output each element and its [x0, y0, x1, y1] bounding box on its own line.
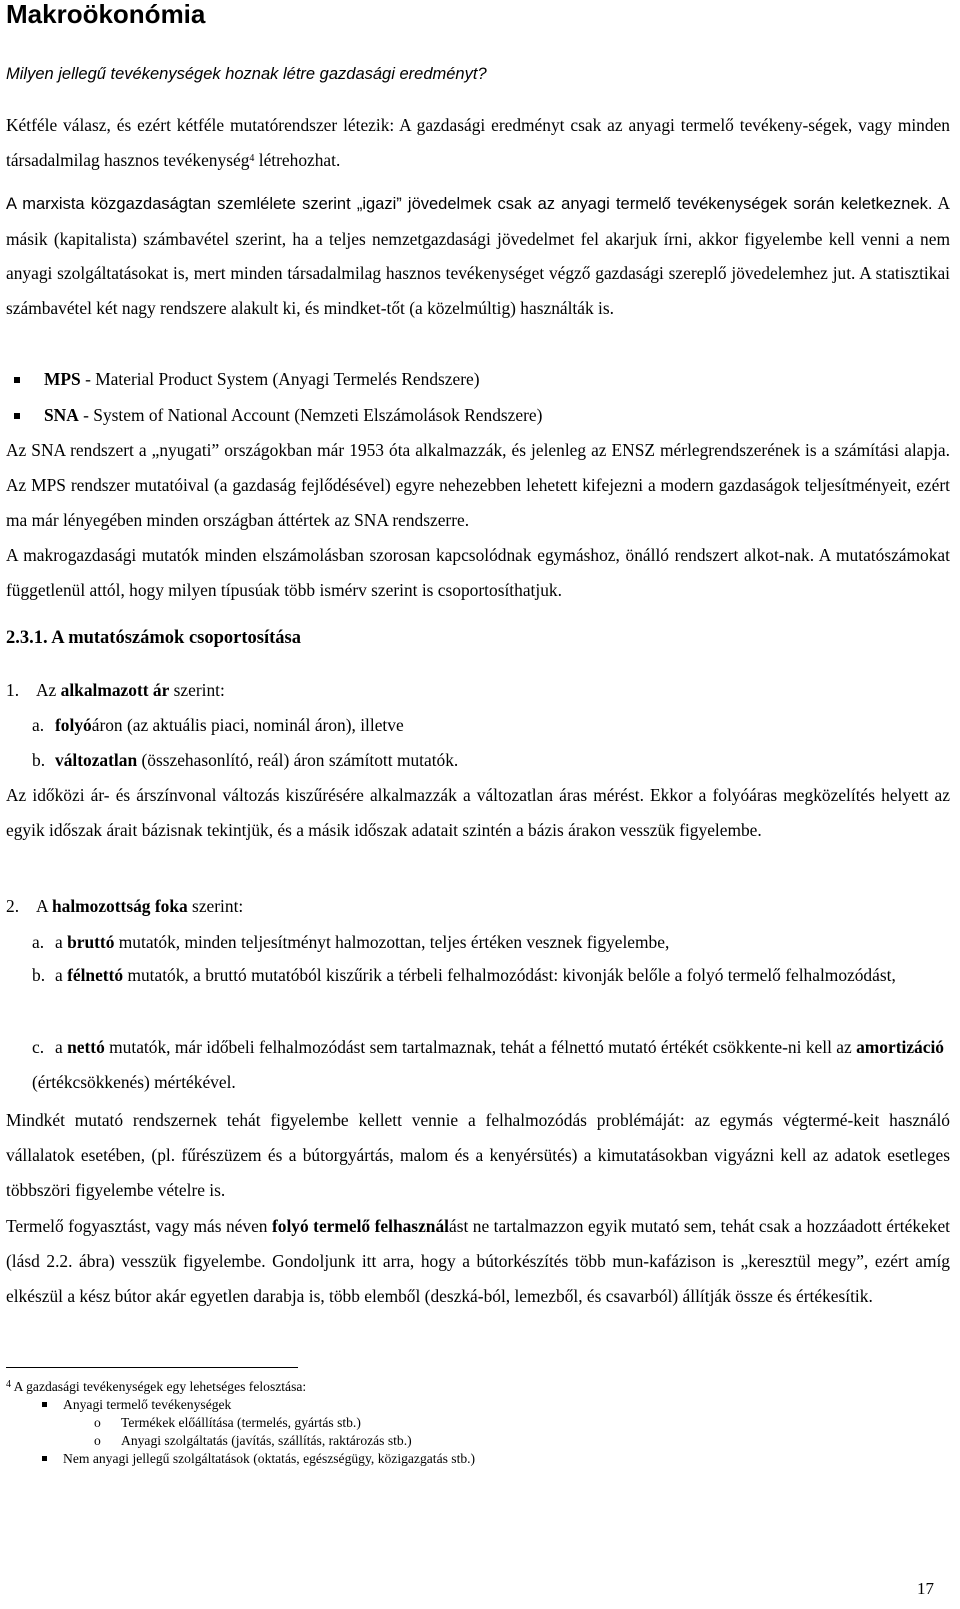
footnote-divider	[6, 1367, 298, 1368]
list-item-2b: b. a félnettó mutatók, a bruttó mutatóból kiszűrik a térbeli felhalmozódást: kivonják belőle a folyó termelő felhalmozódást,	[32, 965, 896, 985]
section-heading: 2.3.1. A mutatószámok csoportosítása	[6, 628, 301, 648]
paragraph-7: Termelő fogyasztást, vagy más néven folyó termelő felhasználást ne tartalmazzon egyik mutató sem, tehát csak a hozzáadott értékeket (lásd 2.2. ábra) vesszük figyelembe. Gondoljunk itt arra, hogy a bútorkészítés több mun-kafázison is „keresztül megy”, ezért amíg elkészül a kész bútor akár egyetlen darabja is, több elemből (deszká-ból, lemezből, és csavarból) állítják össze és értékesítik.	[6, 1216, 951, 1306]
paragraph-6: Mindkét mutató rendszernek tehát figyelembe kellett vennie a felhalmozódás problémáját: az egymás végtermé-keit használó vállalatok esetében, (pl. fűrészüzem és a bútorgyártás, malom és a kenyérsütés) a kimutatásokban vigyázni kell az adatok esetleges többszöri figyelembe vételre is.	[6, 1110, 950, 1200]
list-item-1: 1. Az alkalmazott ár szerint:	[6, 680, 225, 700]
footnote-item-1: Anyagi termelő tevékenységek	[6, 1396, 231, 1414]
bullet-icon	[14, 413, 20, 419]
paragraph-1: Kétféle válasz, és ezért kétféle mutatórendszer létezik: A gazdasági eredményt csak az anyagi termelő tevékeny-ségek, vagy minden társadalmilag hasznos tevékenység$^4$ létrehozhat.	[6, 115, 950, 170]
list-item-2: 2. A halmozottság foka szerint:	[6, 896, 244, 916]
question-line: Milyen jellegű tevékenységek hoznak létre gazdasági eredményt?	[6, 65, 487, 83]
bullet-icon	[42, 1402, 47, 1407]
list-item-1b: b. változatlan (összehasonlító, reál) áron számított mutatók.	[32, 750, 459, 770]
footnote-item-1b: o Anyagi szolgáltatás (javítás, szállítás, raktározás stb.)	[94, 1433, 412, 1448]
paragraph-3: Az SNA rendszert a „nyugati” országokban már 1953 óta alkalmazzák, és jelenleg az ENSZ mérlegrendszerének is a számítási alapja. Az MPS rendszer mutatóival (a gazdaság fejlődésével) egyre nehezebben lehetett kifejezni a modern gazdaságok teljesítményeit, ezért ma már lényegében minden országban áttértek az SNA rendszerre.	[6, 440, 950, 530]
page-number: 17	[917, 1579, 934, 1598]
paragraph-2: A marxista közgazdaságtan szemlélete szerint „igazi” jövedelmek csak az anyagi termelő tevékenységek során keletkeznek. A másik (kapitalista) számbavétel szerint, ha a teljes nemzetgazdasági jövedelmet fel akarjuk írni, akkor figyelembe kell venni a nem anyagi szolgáltatásokat is, mert minden társadalmilag hasznos tevékenységet végző gazdasági szereplő jövedelemhez jut. A statisztikai számbavétel két nagy rendszere alakult ki, és mindket-tőt (a közelmúltig) használták is.	[6, 193, 950, 318]
bullet-icon	[42, 1456, 47, 1461]
bullet-icon	[14, 377, 20, 383]
list-item-1a: a. folyóáron (az aktuális piaci, nominál áron), illetve	[32, 715, 404, 735]
paragraph-5: Az időközi ár- és árszínvonal változás kiszűrésére alkalmazzák a változatlan áras mérést. Ekkor a folyóáras megközelítés helyett az egyik időszak árait bázisnak tekintjük, és a másik időszak adatait szintén a bázis árakon vesszük figyelembe.	[6, 785, 950, 840]
list-item-mps: MPS - Material Product System (Anyagi Termelés Rendszere)	[6, 369, 480, 390]
footnote-item-2: Nem anyagi jellegű szolgáltatások (oktatás, egészségügy, közigazgatás stb.)	[6, 1450, 475, 1468]
list-item-2a: a. a bruttó mutatók, minden teljesítményt halmozottan, teljes értéken vesznek figyelembe,	[32, 932, 670, 952]
list-item-2c: c. a nettó mutatók, már időbeli felhalmozódást sem tartalmaznak, tehát a félnettó mutató értékét csökkente-ni kell az amortizáció (értékcsökkenés) mértékével.	[32, 1037, 944, 1092]
footnote-ref[interactable]: 4	[249, 153, 255, 164]
paragraph-4: A makrogazdasági mutatók minden elszámolásban szorosan kapcsolódnak egymáshoz, önálló rendszert alkot-nak. A mutatószámokat függetlenül attól, hogy milyen típusúak több ismérv szerint is csoportosíthatjuk.	[6, 545, 950, 600]
footnote-intro: $^4$ A gazdasági tevékenységek egy lehetséges felosztása:	[6, 1379, 307, 1394]
list-item-sna: SNA - System of National Account (Nemzeti Elszámolások Rendszere)	[6, 405, 542, 426]
page-title: Makroökonómia	[6, 0, 206, 29]
footnote-item-1a: o Termékek előállítása (termelés, gyártás stb.)	[94, 1415, 361, 1430]
